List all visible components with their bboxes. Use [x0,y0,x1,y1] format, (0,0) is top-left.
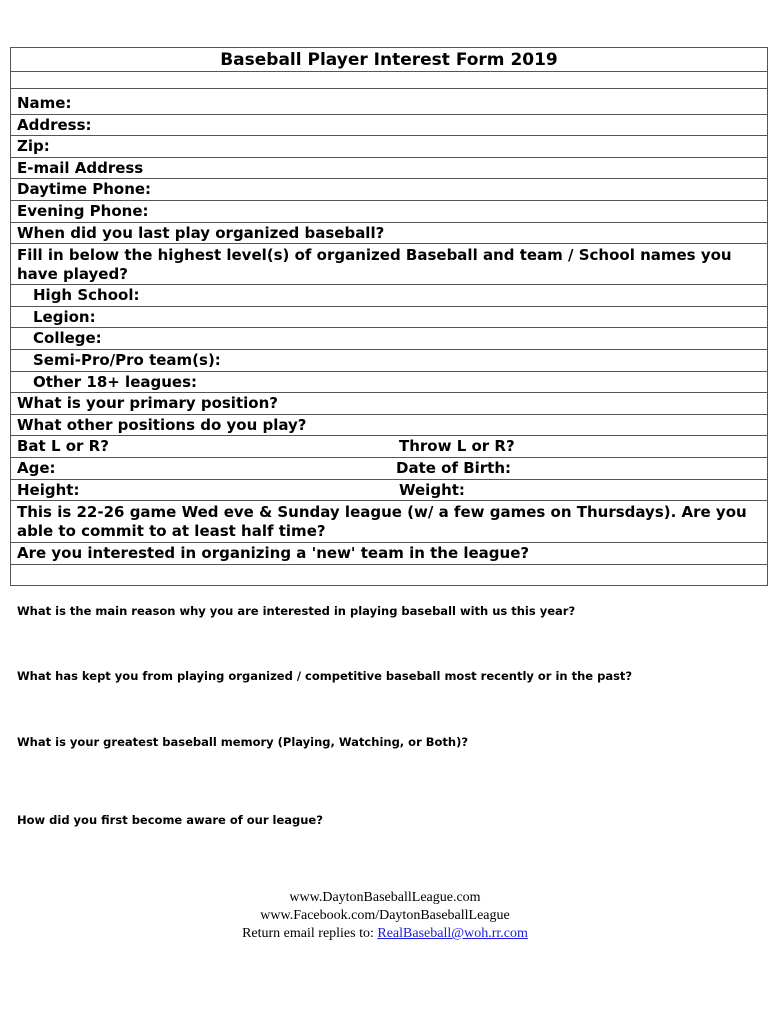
return-email-line [0,925,770,943]
question-kept-from-playing: What has kept you from playing organized / competitive baseball most recently or in the past? [17,669,633,683]
question-greatest-memory: What is your greatest baseball memory (Playing, Watching, or Both)? [17,735,469,749]
email-link[interactable]: RealBaseball@woh.rr.com [377,926,528,941]
other-leagues-field[interactable]: Other 18+ leagues: [11,372,767,394]
daytime-phone-field[interactable]: Daytime Phone: [11,179,767,201]
return-email-label: Return email replies to: [242,926,378,941]
college-field[interactable]: College: [11,328,767,350]
weight-field[interactable]: Weight: [399,480,465,499]
throw-field[interactable]: Throw L or R? [399,437,515,456]
high-school-field[interactable]: High School: [11,285,767,307]
facebook-text: www.Facebook.com/DaytonBaseballLeague [260,908,510,923]
name-field[interactable]: Name: [11,93,767,115]
question-aware-of-league: How did you first become aware of our league? [17,813,323,827]
interest-form-table [10,47,768,586]
semi-pro-field[interactable]: Semi-Pro/Pro team(s): [11,350,767,372]
blank-row [11,565,767,586]
primary-position-field[interactable]: What is your primary position? [11,393,767,415]
highest-level-field: Fill in below the highest level(s) of organized Baseball and team / School names you have played? [11,244,767,285]
dob-field[interactable]: Date of Birth: [396,458,512,477]
height-field[interactable]: Height: [17,480,80,499]
height-weight-row [11,480,767,502]
age-field[interactable]: Age: [17,458,56,477]
website-text: www.DaytonBaseballLeague.com [289,890,481,905]
legion-field[interactable]: Legion: [11,307,767,329]
organize-field[interactable]: Are you interested in organizing a 'new' team in the league? [11,543,767,565]
question-main-reason: What is the main reason why you are interested in playing baseball with us this year? [17,604,576,618]
footer [0,889,770,943]
other-positions-field[interactable]: What other positions do you play? [11,415,767,437]
age-dob-row [11,458,767,480]
blank-row [11,72,767,89]
form-title: Baseball Player Interest Form 2019 [11,48,767,72]
email-field[interactable]: E-mail Address [11,158,767,180]
bat-throw-row [11,436,767,458]
zip-field[interactable]: Zip: [11,136,767,158]
commit-field[interactable]: This is 22-26 game Wed eve & Sunday league (w/ a few games on Thursdays). Are you able to commit to at least half time? [11,501,767,543]
bat-field[interactable]: Bat L or R? [17,437,109,456]
evening-phone-field[interactable]: Evening Phone: [11,201,767,223]
last-played-field[interactable]: When did you last play organized baseball? [11,223,767,245]
address-field[interactable]: Address: [11,115,767,137]
